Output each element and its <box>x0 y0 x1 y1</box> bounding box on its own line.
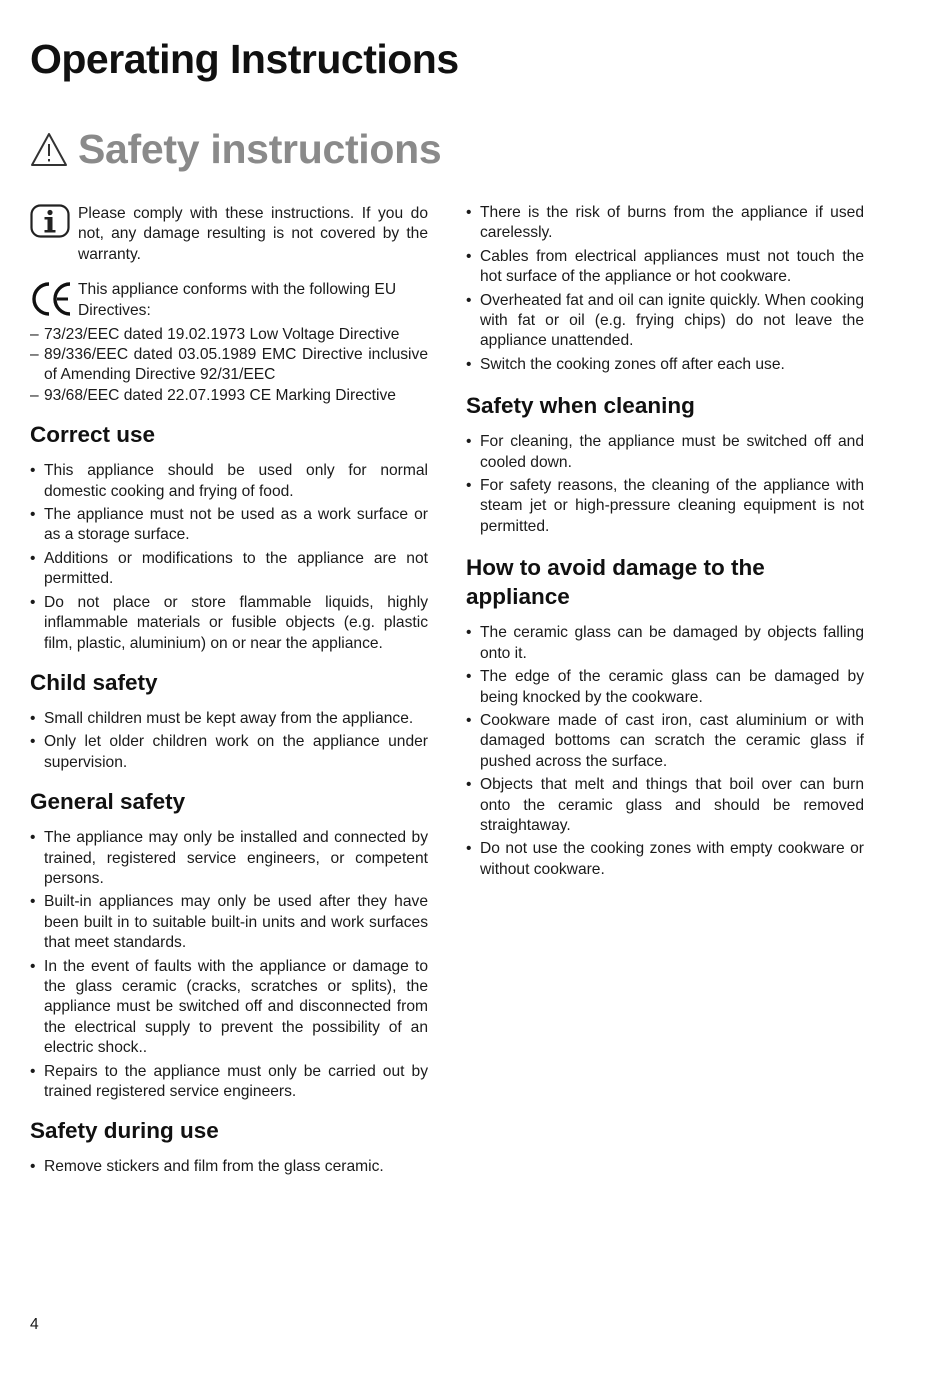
page-title: Operating Instructions <box>30 36 459 82</box>
heading-correct-use: Correct use <box>30 422 156 448</box>
page-number: 4 <box>30 1316 39 1333</box>
list-item: • Overheated fat and oil can ignite quickly. When cooking with fat or oil (e.g. frying chips) do not leave the appliance unattended. <box>466 291 864 352</box>
list-item: • Built-in appliances may only be used after they have been built in to suitable built-in units and work surfaces that meet standards. <box>30 892 428 953</box>
list-safety-during-use-left <box>30 1157 428 1177</box>
section-title-text: Safety instructions <box>78 126 442 172</box>
section-title <box>30 126 441 173</box>
heading-general-safety: General safety <box>30 789 186 815</box>
list-item: • Additions or modifications to the appliance are not permitted. <box>30 549 428 590</box>
list-item: • Do not place or store flammable liquids, highly inflammable materials or fusible objects (e.g. plastic film, plastic, aluminium) on or near the appliance. <box>30 593 428 654</box>
list-item: • For cleaning, the appliance must be switched off and cooled down. <box>466 432 864 473</box>
list-item: • Small children must be kept away from the appliance. <box>30 709 428 729</box>
directive-item: – 93/68/EEC dated 22.07.1993 CE Marking Directive <box>30 386 396 404</box>
ce-mark-icon <box>30 280 74 318</box>
ce-intro: This appliance conforms with the following EU Directives: <box>78 281 397 319</box>
list-item: • For safety reasons, the cleaning of the appliance with steam jet or high-pressure cleaning equipment is not permitted. <box>466 476 864 537</box>
directive-item: – 89/336/EEC dated 03.05.1989 EMC Directive inclusive of Amending Directive 92/31/EEC <box>30 346 428 384</box>
list-item: • Remove stickers and film from the glass ceramic. <box>30 1157 428 1177</box>
list-safety-during-use-right <box>466 203 864 375</box>
list-item: • There is the risk of burns from the appliance if used carelessly. <box>466 203 864 244</box>
list-safety-when-cleaning <box>466 432 864 537</box>
list-item: • Only let older children work on the appliance under supervision. <box>30 732 428 773</box>
heading-safety-when-cleaning: Safety when cleaning <box>466 393 695 419</box>
ce-conformity <box>30 280 428 406</box>
list-item: • The edge of the ceramic glass can be damaged by being knocked by the cookware. <box>466 667 864 708</box>
info-icon <box>30 204 70 238</box>
list-item: • Do not use the cooking zones with empty cookware or without cookware. <box>466 839 864 880</box>
right-column <box>466 203 864 883</box>
list-item: • The ceramic glass can be damaged by objects falling onto it. <box>466 623 864 664</box>
list-item: • In the event of faults with the appliance or damage to the glass ceramic (cracks, scratches or splits), the appliance must be switched off and disconnected from the electrical supply to prevent the possibility of an electric shock.. <box>30 957 428 1059</box>
list-correct-use <box>30 461 428 654</box>
list-general-safety <box>30 828 428 1102</box>
info-note-text: Please comply with these instructions. If you do not, any damage resulting is not covered by the warranty. <box>78 205 428 263</box>
list-item: • Repairs to the appliance must only be carried out by trained registered service engineers. <box>30 1062 428 1103</box>
heading-avoid-damage: How to avoid damage to the appliance <box>466 555 765 610</box>
list-item: • This appliance should be used only for normal domestic cooking and frying of food. <box>30 461 428 502</box>
list-item: • Cookware made of cast iron, cast aluminium or with damaged bottoms can scratch the ceramic glass if pushed across the surface. <box>466 711 864 772</box>
list-item: • The appliance must not be used as a work surface or as a storage surface. <box>30 505 428 546</box>
list-item: • The appliance may only be installed and connected by trained, registered service engineers, or competent persons. <box>30 828 428 889</box>
warning-triangle-icon <box>30 132 68 168</box>
info-note <box>30 204 428 265</box>
heading-safety-during-use: Safety during use <box>30 1118 219 1144</box>
list-child-safety <box>30 709 428 773</box>
heading-child-safety: Child safety <box>30 669 158 695</box>
list-item: • Cables from electrical appliances must not touch the hot surface of the appliance or hot cookware. <box>466 247 864 288</box>
list-item: • Objects that melt and things that boil over can burn onto the ceramic glass and should be removed straightaway. <box>466 775 864 836</box>
left-column <box>30 204 428 1181</box>
directive-item: – 73/23/EEC dated 19.02.1973 Low Voltage Directive <box>30 325 400 343</box>
list-item: • Switch the cooking zones off after each use. <box>466 355 864 375</box>
list-avoid-damage <box>466 623 864 880</box>
